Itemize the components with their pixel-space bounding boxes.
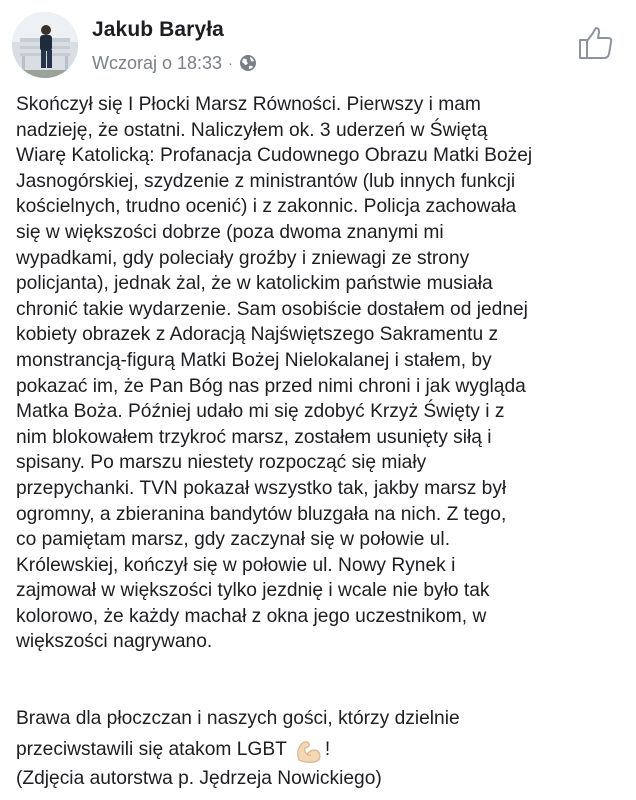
avatar[interactable] [12, 12, 78, 78]
avatar-photo [12, 12, 78, 78]
post-body-text: Skończył się I Płocki Marsz Równości. Pierwszy i mam nadzieję, że ostatni. Naliczyłem ok. 3 uderzeń w Świętą Wiarę Katolicką: Profanacja Cudownego Obrazu Matki Bożej Jasnogórskiej, szydzenie z ministrantów (lub innych funkcji kościelnych, trudno ocenić) i z zakonnic. Policja zachowała się w większości dobrze (poza dwoma znanymi mi wypadkami, gdy poleciały groźby i zniewagi ze strony policjanta), jednak żal, że w katolickim państwie musiała chronić takie wydarzenie. Sam osobiście dostałem od jednej kobiety obrazek z Adoracją Najświętszego Sakramentu z monstrancją-figurą Matki Bożej Nielokalanej i stałem, by pokazać im, że Pan Bóg nas przed nimi chroni i jak wygląda Matka Boża. Później udało mi się zdobyć Krzyż Święty i z nim blokowałem trzykroć marsz, zostałem usunięty siłą i spisany. Po marszu niestety rozpocząć się miały przepychanki. TVN pokazał wszystko tak, jakby marsz był ogromny, a zbieranina bandytów bluzgała na nich. Z tego, co pamiętam marsz, gdy zaczynał się w połowie ul. Królewskiej, kończył się w połowie ul. Nowy Rynek i zajmował w większości tylko jezdnię i wcale nie było tak kolorowo, że każdy machał z okna jego uczestnikom, w większości nagrywano. [16, 94, 533, 653]
globe-icon[interactable] [239, 54, 257, 72]
closing-line-2 [16, 736, 624, 764]
author-name[interactable]: Jakub Baryła [92, 18, 224, 41]
closing-line-1: Brawa dla płoczczan i naszych gości, którzy dzielnie [16, 708, 460, 729]
closing-line-2-end: ! [324, 739, 331, 760]
post-timestamp[interactable]: Wczoraj o 18:33 [92, 52, 223, 73]
closing-line-2-text: przeciwstawili się atakom LGBT [16, 739, 287, 760]
flexed-biceps-emoji [293, 736, 323, 764]
like-button[interactable] [578, 26, 614, 60]
meta-separator: · [228, 55, 233, 71]
post-meta [92, 52, 257, 74]
photo-credit: (Zdjęcia autorstwa p. Jędrzeja Nowickiego) [16, 768, 382, 789]
post-header [12, 12, 624, 76]
thumbs-up-icon [578, 26, 614, 60]
